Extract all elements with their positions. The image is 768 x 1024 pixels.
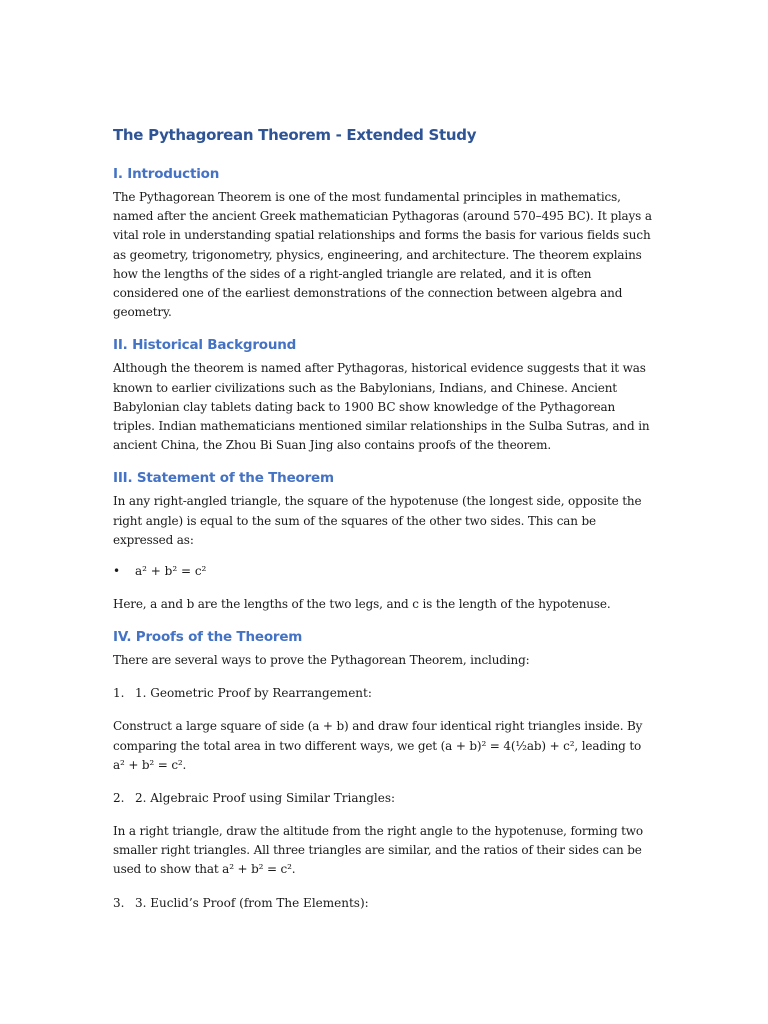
- document-content: [113, 124, 653, 927]
- document-title: The Pythagorean Theorem - Extended Study: [113, 126, 477, 144]
- list-item-label: 3. Euclid’s Proof (from The Elements):: [135, 895, 369, 910]
- list-item-label: 1. Geometric Proof by Rearrangement:: [135, 686, 372, 701]
- numbered-list-item: [113, 894, 653, 913]
- bullet-icon: •: [113, 564, 121, 579]
- proof-paragraph: In a right triangle, draw the altitude from the right angle to the hypotenuse, forming two smaller right triangles. All three triangles are similar, and the ratios of their sides can be used to show that a² + b² = c².: [113, 824, 644, 877]
- formula-text: a² + b² = c²: [135, 564, 207, 579]
- statement-after-paragraph: Here, a and b are the lengths of the two legs, and c is the length of the hypotenuse.: [113, 597, 611, 612]
- numbered-list-item: [113, 789, 653, 808]
- formula-bullet-item: [113, 562, 653, 581]
- proofs-intro-paragraph: There are several ways to prove the Pythagorean Theorem, including:: [113, 653, 530, 668]
- list-number: 3.: [113, 895, 125, 910]
- section-heading-introduction: I. Introduction: [113, 166, 220, 182]
- list-item-label: 2. Algebraic Proof using Similar Triangles:: [135, 791, 396, 806]
- statement-paragraph: In any right-angled triangle, the square of the hypotenuse (the longest side, opposite the right angle) is equal to the sum of the squares of the other two sides. This can be expressed as:: [113, 494, 642, 547]
- list-number: 1.: [113, 686, 125, 701]
- numbered-list-item: [113, 684, 653, 703]
- section-heading-historical-background: II. Historical Background: [113, 337, 297, 354]
- section-heading-statement: III. Statement of the Theorem: [113, 470, 334, 487]
- proof-paragraph: Construct a large square of side (a + b) and draw four identical right triangles inside. By comparing the total area in two different ways, we get (a + b)² = 4(½ab) + c², leading to a² + b² = c².: [113, 719, 643, 772]
- historical-background-paragraph: Although the theorem is named after Pythagoras, historical evidence suggests that it was known to earlier civilizations such as the Babylonians, Indians, and Chinese. Ancient Babylonian clay tablets dating back to 1900 BC show knowledge of the Pythagorean triples. Indian mathematicians mentioned similar relationships in the Sulba Sutras, and in ancient China, the Zhou Bi Suan Jing also contains proofs of the theorem.: [113, 361, 650, 453]
- introduction-paragraph: The Pythagorean Theorem is one of the most fundamental principles in mathematics, named after the ancient Greek mathematician Pythagoras (around 570–495 BC). It plays a vital role in understanding spatial relationships and forms the basis for various fields such as geometry, trigonometry, physics, engineering, and architecture. The theorem explains how the lengths of the sides of a right-angled triangle are related, and it is often considered one of the earliest demonstrations of the connection between algebra and geometry.: [113, 190, 652, 320]
- section-heading-proofs: IV. Proofs of the Theorem: [113, 629, 303, 646]
- list-number: 2.: [113, 791, 125, 806]
